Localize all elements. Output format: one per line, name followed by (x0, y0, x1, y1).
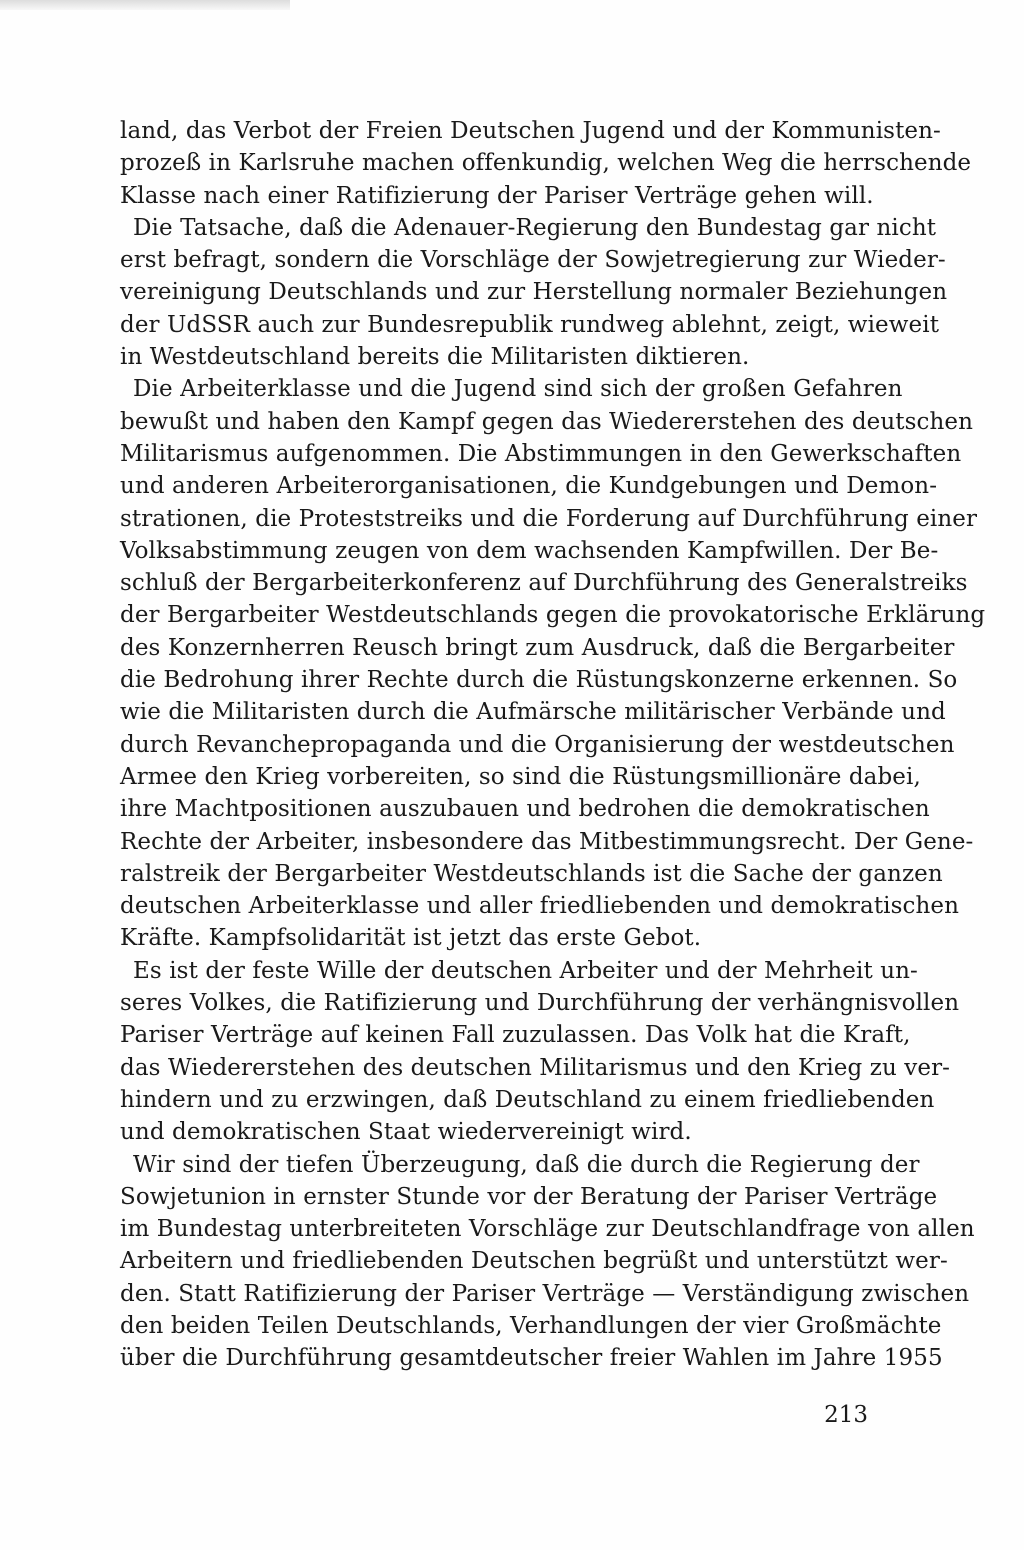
text-line: über die Durchführung gesamtdeutscher freier Wahlen im Jahre 1955 (120, 1345, 943, 1372)
paragraph (120, 115, 972, 212)
text-line: Kräfte. Kampfsolidarität ist jetzt das erste Gebot. (120, 925, 702, 952)
text-line: strationen, die Proteststreiks und die Forderung auf Durchführung einer (120, 505, 978, 532)
text-line: deutschen Arbeiterklasse und aller friedliebenden und demokratischen (120, 893, 960, 920)
text-line: des Konzernherren Reusch bringt zum Ausdruck, daß die Bergarbeiter (120, 634, 955, 661)
paragraph (120, 373, 986, 954)
text-line: Es ist der feste Wille der deutschen Arbeiter und der Mehrheit un- (133, 957, 918, 984)
text-line: in Westdeutschland bereits die Militaristen diktieren. (120, 344, 750, 371)
text-line: das Wiedererstehen des deutschen Militarismus und den Krieg zu ver- (120, 1054, 951, 1081)
text-line: Die Tatsache, daß die Adenauer-Regierung den Bundestag gar nicht (133, 214, 937, 241)
text-line: vereinigung Deutschlands und zur Herstellung normaler Beziehungen (120, 279, 948, 306)
text-line: Rechte der Arbeiter, insbesondere das Mitbestimmungsrecht. Der Gene- (120, 828, 974, 855)
text-line: ralstreik der Bergarbeiter Westdeutschlands ist die Sache der ganzen (120, 860, 943, 887)
text-line: ihre Machtpositionen auszubauen und bedrohen die demokratischen (120, 796, 930, 823)
text-line: den beiden Teilen Deutschlands, Verhandlungen der vier Großmächte (120, 1312, 942, 1339)
text-line: und anderen Arbeiterorganisationen, die Kundgebungen und Demon- (120, 473, 938, 500)
text-line: Arbeitern und friedliebenden Deutschen begrüßt und unterstützt wer- (120, 1248, 948, 1275)
paragraph (120, 212, 948, 373)
paragraph (120, 955, 960, 1149)
text-line: Klasse nach einer Ratifizierung der Pariser Verträge gehen will. (120, 182, 874, 209)
paragraph (120, 1149, 975, 1375)
text-line: der UdSSR auch zur Bundesrepublik rundweg ablehnt, zeigt, wieweit (120, 311, 940, 338)
text-line: der Bergarbeiter Westdeutschlands gegen die provokatorische Erklärung (120, 602, 986, 629)
text-line: Die Arbeiterklasse und die Jugend sind sich der großen Gefahren (133, 376, 903, 403)
body-text (120, 115, 986, 1375)
text-line: durch Revanchepropaganda und die Organisierung der westdeutschen (120, 731, 955, 758)
text-line: Pariser Verträge auf keinen Fall zuzulassen. Das Volk hat die Kraft, (120, 1022, 911, 1049)
text-line: Wir sind der tiefen Überzeugung, daß die durch die Regierung der (133, 1151, 920, 1178)
text-line: seres Volkes, die Ratifizierung und Durchführung der verhängnisvollen (120, 990, 960, 1017)
text-line: die Bedrohung ihrer Rechte durch die Rüstungskonzerne erkennen. So (120, 667, 958, 694)
text-line: und demokratischen Staat wiedervereinigt wird. (120, 1119, 692, 1146)
text-line: Volksabstimmung zeugen von dem wachsenden Kampfwillen. Der Be- (120, 537, 939, 564)
text-line: erst befragt, sondern die Vorschläge der Sowjetregierung zur Wieder- (120, 247, 946, 274)
text-line: Militarismus aufgenommen. Die Abstimmungen in den Gewerkschaften (120, 440, 962, 467)
text-line: wie die Militaristen durch die Aufmärsche militärischer Verbände und (120, 699, 946, 726)
text-line: schluß der Bergarbeiterkonferenz auf Durchführung des Generalstreiks (120, 570, 968, 597)
text-line: bewußt und haben den Kampf gegen das Wiedererstehen des deutschen (120, 408, 974, 435)
text-line: hindern und zu erzwingen, daß Deutschland zu einem friedliebenden (120, 1086, 935, 1113)
text-line: den. Statt Ratifizierung der Pariser Verträge — Verständigung zwischen (120, 1280, 970, 1307)
text-line: Sowjetunion in ernster Stunde vor der Beratung der Pariser Verträge (120, 1183, 938, 1210)
text-line: im Bundestag unterbreiteten Vorschläge zur Deutschlandfrage von allen (120, 1216, 975, 1243)
scan-edge-mark (0, 0, 290, 10)
text-line: prozeß in Karlsruhe machen offenkundig, welchen Weg die herrschende (120, 150, 972, 177)
text-line: land, das Verbot der Freien Deutschen Jugend und der Kommunisten- (120, 118, 941, 144)
page-number: 213 (824, 1402, 868, 1428)
text-line: Armee den Krieg vorbereiten, so sind die Rüstungsmillionäre dabei, (120, 763, 921, 790)
